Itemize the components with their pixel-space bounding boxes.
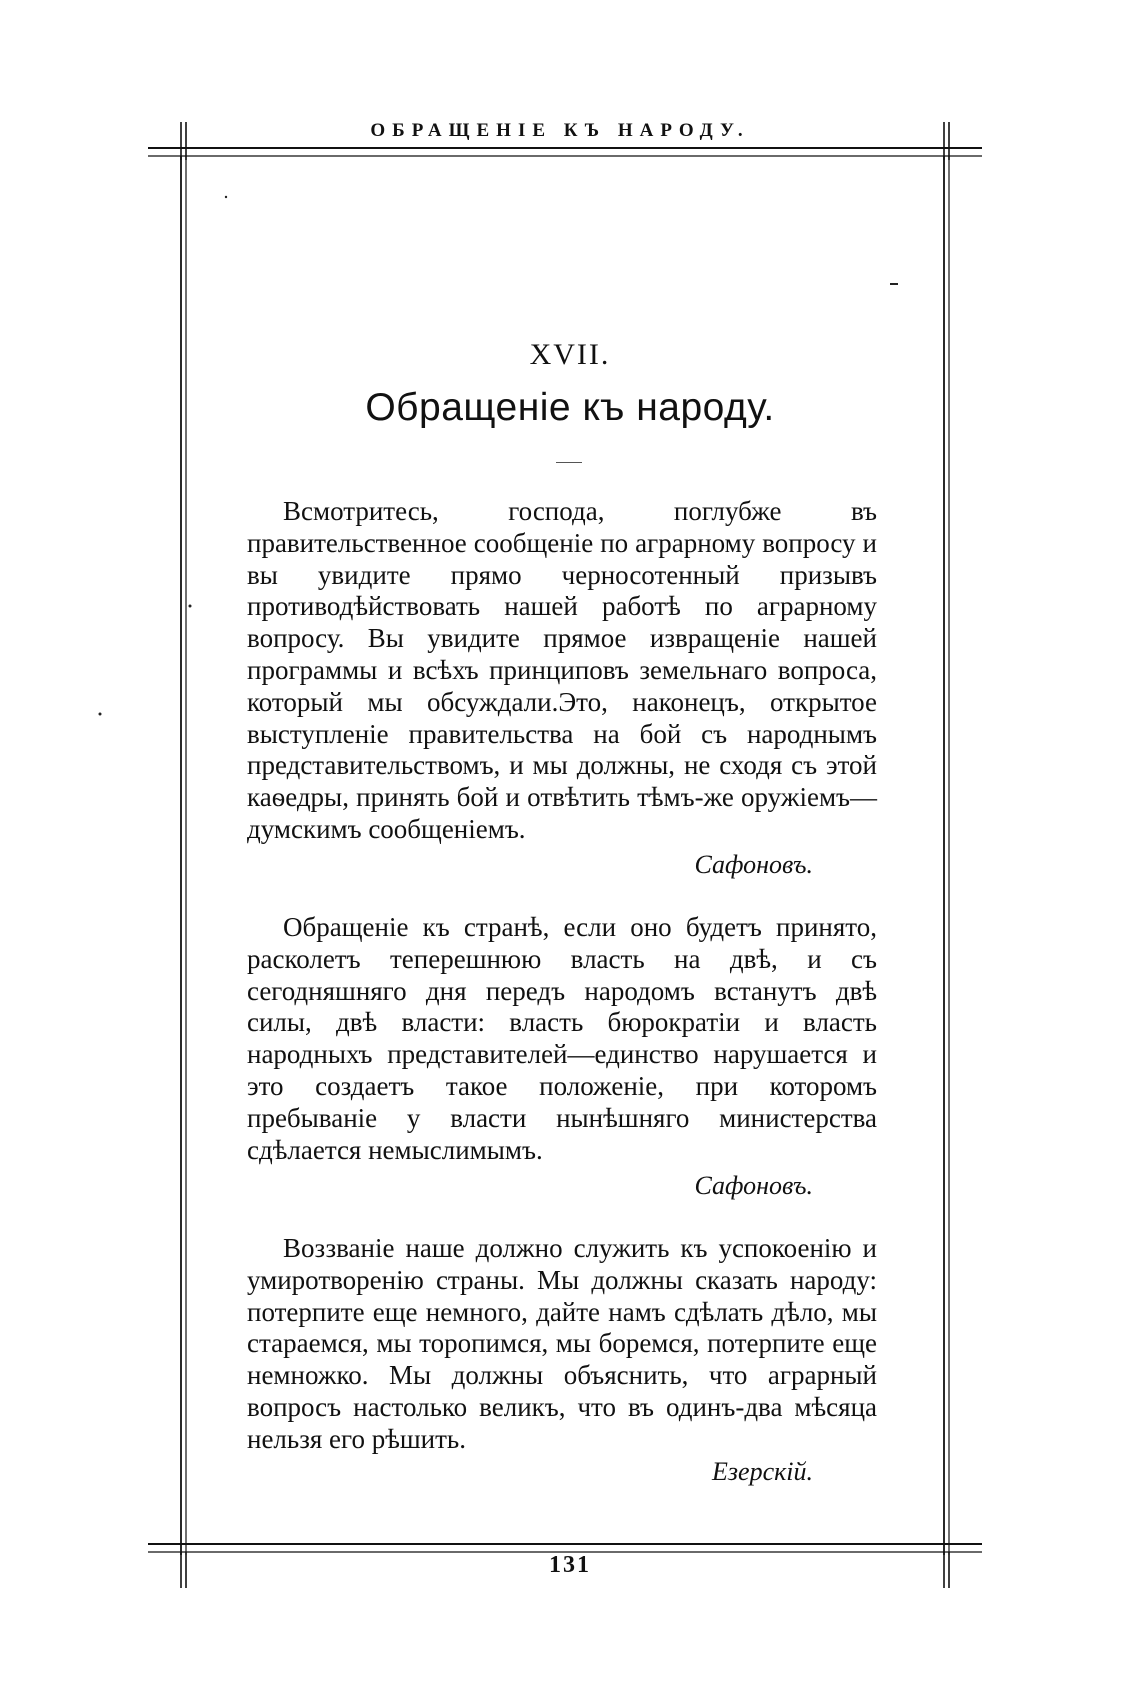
- title-ornament-dash: [556, 462, 582, 463]
- quote-text: Обращеніе къ странѣ, если оно будетъ принято, расколетъ теперешнюю власть на двѣ, и съ сегодняшняго дня передъ народомъ встанутъ двѣ силы, двѣ власти: власть бюрократіи и власть народныхъ представителей—единство нарушается и это создаетъ такое положеніе, при которомъ пребываніе у власти нынѣшняго министерства сдѣлается немыслимымъ.: [247, 912, 877, 1165]
- quote-author: Езерскій.: [712, 1456, 813, 1486]
- quote-text: Всмотритесь, господа, поглубже въ правительственное сообщеніе по аграрному вопросу и вы увидите прямо черносотенный призывъ противодѣйствовать нашей работѣ по аграрному вопросу. Вы увидите прямое извращеніе нашей программы и всѣхъ принциповъ земельнаго вопроса, который мы обсуждали.Это, наконецъ, открытое выступленіе правительства на бой съ народнымъ представительствомъ, и мы должны, не сходя съ этой каѳедры, принять бой и отвѣтить тѣмъ-же оружіемъ— думскимъ сообщеніемъ.: [247, 496, 877, 844]
- quote-author: Сафоновъ.: [694, 849, 813, 879]
- quote-text: Воззваніе наше должно служить къ успокоенію и умиротворенію страны. Мы должны сказать народу: потерпите еще немного, дайте намъ сдѣлать дѣло, мы стараемся, мы торопимся, мы боремся, потерпите еще немножко. Мы должны объяснить, что аграрный вопросъ настолько великъ, что въ одинъ-два мѣсяца нельзя его рѣшить.: [247, 1233, 877, 1454]
- chapter-number: XVII.: [529, 338, 611, 371]
- quote-block: [247, 496, 877, 881]
- running-head: ОБРАЩЕНІЕ КЪ НАРОДУ.: [370, 120, 750, 141]
- quote-block: [247, 912, 877, 1202]
- chapter-title: Обращеніе къ народу.: [365, 386, 775, 429]
- page-number: 131: [549, 1552, 591, 1578]
- quote-author: Сафоновъ.: [694, 1171, 813, 1201]
- quote-block: [247, 1233, 877, 1488]
